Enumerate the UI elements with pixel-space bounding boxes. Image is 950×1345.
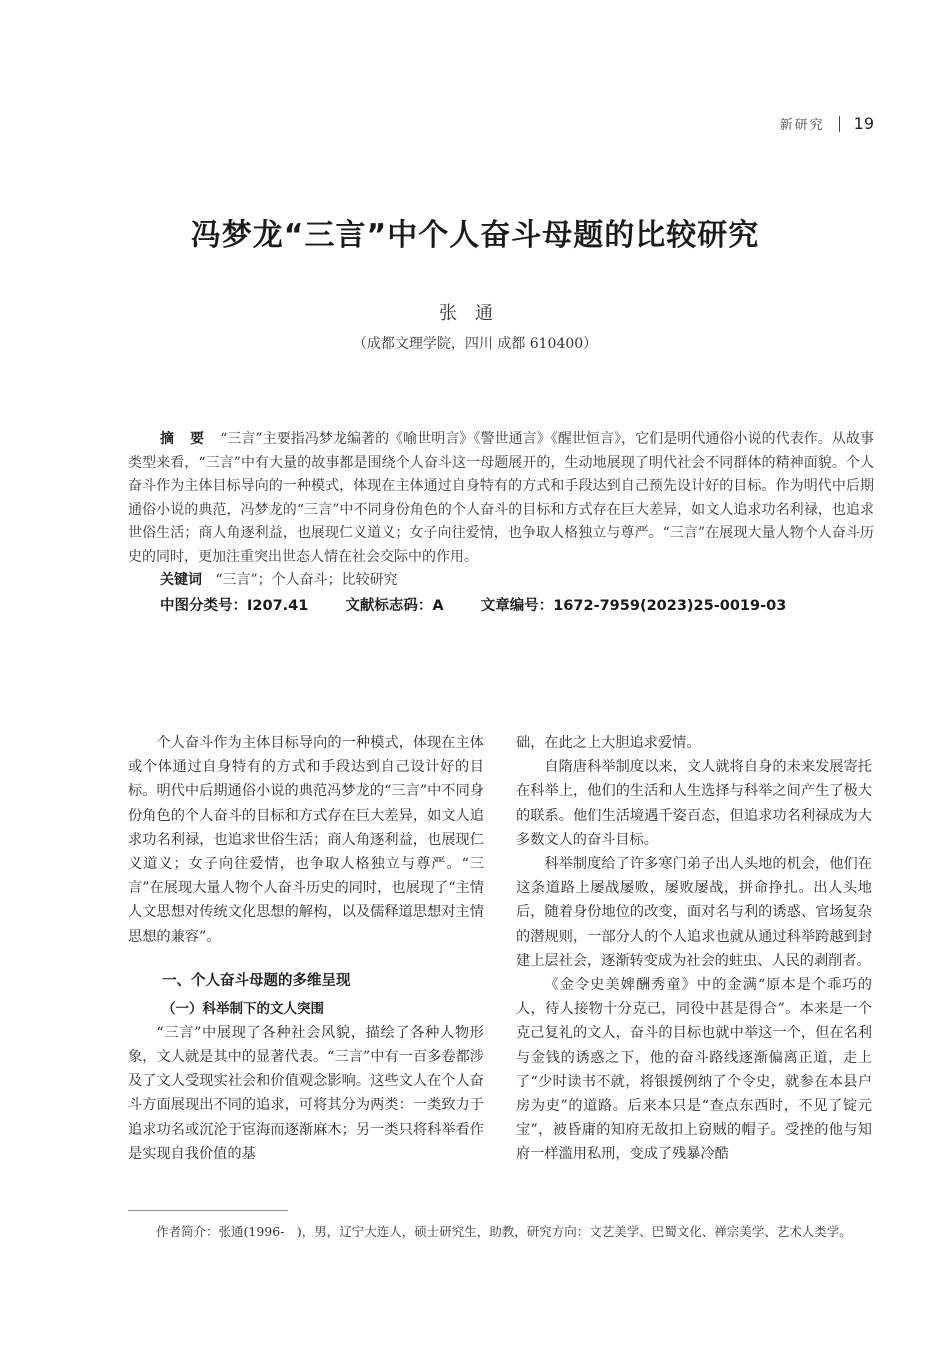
- header-divider: [839, 116, 840, 132]
- section-heading: 一、个人奋斗母题的多维呈现: [162, 972, 351, 989]
- body-paragraph: “三言”中展现了各种社会风貌，描绘了各种人物形象，文人就是其中的显著代表。“三言”中有一百多卷都涉及了文人受现实社会和价值观念影响。这些文人在个人奋斗方面展现出不同的追求，可将其分为两类：一类致力于追求功名或沉沦于宦海而逐渐麻木；另一类只将科举看作是实现自我价值的基: [128, 1024, 484, 1162]
- keywords-label: 关键词: [160, 572, 202, 588]
- author-name: 张通: [439, 303, 511, 324]
- keywords-row: [128, 569, 874, 593]
- author-affiliation: （成都文理学院，四川 成都 610400）: [352, 336, 598, 352]
- journal-name: 新研究: [779, 118, 825, 133]
- body-paragraph: 《金令史美婢酬秀童》中的金满“原本是个乖巧的人，待人接物十分克己，同役中甚是得合”。本来是一个克己复礼的文人，奋斗的目标也就中举这一个，但在名利与金钱的诱惑之下，他的奋斗路线逐渐偏离正道，走上了“少时读书不就，将银援例纳了个令史，就参在本县户房为吏”的道路。后来本只是“查点东西时，不见了锭元宝”，被昏庸的知府无故扣上窃贼的帽子。受挫的他与知府一样滥用私刑，变成了残暴冷酷: [516, 977, 872, 1163]
- footnote-rule: [128, 1210, 288, 1211]
- abstract-label: 摘要: [160, 431, 221, 447]
- abstract-block: [128, 428, 874, 618]
- body-paragraph: 自隋唐科举制度以来，文人就将自身的未来发展寄托在科举上，他们的生活和人生选择与科举之间产生了极大的联系。他们生活境遇千姿百态，但追求功名利禄成为大多数文人的奋斗目标。: [516, 759, 872, 848]
- body-right-column: [516, 731, 872, 1167]
- subsection-heading: （一）科举制下的文人突围: [162, 1000, 324, 1017]
- page-number: 19: [853, 114, 874, 133]
- body-left-column: [128, 731, 484, 1166]
- author-footnote: 作者简介：张通(1996- )，男，辽宁大连人，硕士研究生，助教，研究方向：文艺美学、巴蜀文化、禅宗美学、艺术人类学。: [156, 1224, 852, 1239]
- running-head: [780, 114, 874, 133]
- article-number: 文章编号：1672-7959(2023)25-0019-03: [480, 597, 787, 614]
- clc-number: 中图分类号：I207.41: [160, 597, 309, 614]
- keywords-text: “三言”；个人奋斗；比较研究: [215, 572, 398, 588]
- continued-paragraph: 础，在此之上大胆追求爱情。: [516, 735, 701, 751]
- abstract-paragraph: [128, 428, 874, 569]
- abstract-text: “三言”主要指冯梦龙编著的《喻世明言》《警世通言》《醒世恒言》，它们是明代通俗小说的代表作。从故事类型来看，“三言”中有大量的故事都是围绕个人奋斗这一母题展开的，生动地展现了明代社会不同群体的精神面貌。个人奋斗作为主体目标导向的一种模式，体现在主体通过自身特有的方式和手段达到自己预先设计好的目标。作为明代中后期通俗小说的典范，冯梦龙的“三言”中不同身份角色的个人奋斗的目标和方式存在巨大差异，如文人追求功名利禄，也追求世俗生活；商人角逐利益，也展现仁义道义；女子向往爱情，也争取人格独立与尊严。“三言”在展现大量人物个人奋斗历史的同时，更加注重突出世态人情在社会交际中的作用。: [128, 431, 875, 565]
- body-paragraph: 科举制度给了许多寒门弟子出人头地的机会，他们在这条道路上屡战屡败，屡败屡战，拼命挣扎。出人头地后，随着身份地位的改变，面对名与利的诱惑、官场复杂的潜规则，一部分人的个人追求也就从通过科举跨越到封建上层社会，逐渐转变成为社会的蛀虫、人民的剥削者。: [516, 856, 872, 969]
- article-title: 冯梦龙“三言”中个人奋斗母题的比较研究: [190, 218, 760, 253]
- document-code: 文献标志码：A: [345, 597, 444, 614]
- classification-row: [128, 595, 874, 619]
- intro-paragraph: 个人奋斗作为主体目标导向的一种模式，体现在主体或个体通过自身特有的方式和手段达到自己设计好的目标。明代中后期通俗小说的典范冯梦龙的“三言”中不同身份角色的个人奋斗的目标和方式存在巨大差异，如文人追求功名利禄，也追求世俗生活；商人角逐利益，也展现仁义道义；女子向往爱情，也争取人格独立与尊严。“三言”在展现大量人物个人奋斗历史的同时，也展现了“主情人文思想对传统文化思想的解构，以及儒释道思想对主情思想的兼容”。: [128, 735, 484, 945]
